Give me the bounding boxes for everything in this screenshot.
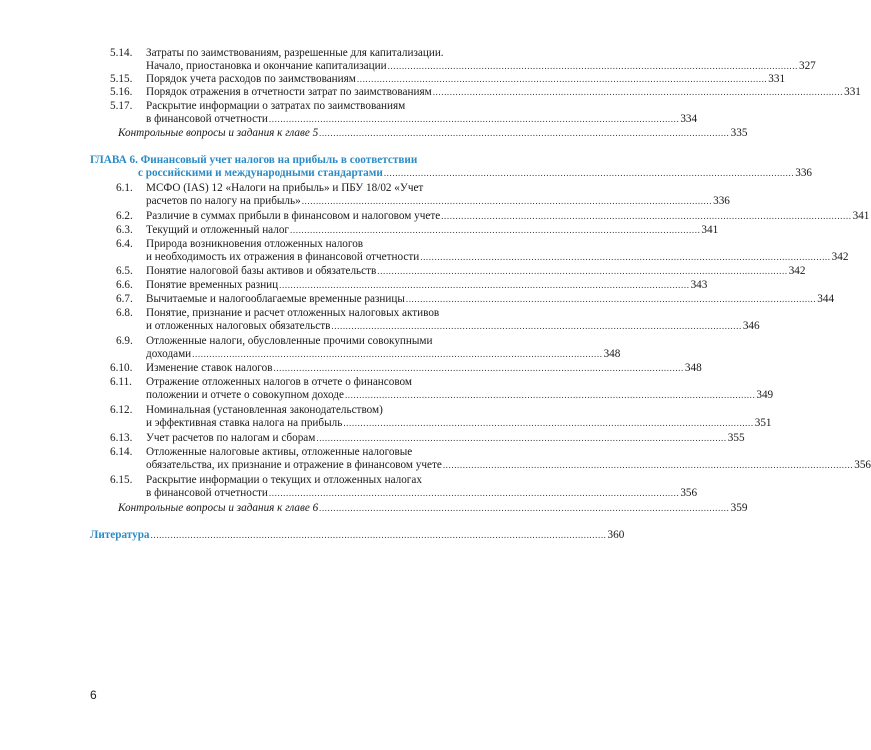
- toc-chapter-title-line: с российскими и международными стандартами: [138, 167, 383, 179]
- toc-page-number: 356: [854, 459, 871, 471]
- toc-page-number: 349: [756, 389, 774, 401]
- toc-entry: [110, 362, 702, 375]
- leader-dots: ................................................................................................................................................: [356, 74, 768, 84]
- toc-page-number: 355: [727, 432, 745, 444]
- toc-leader-line: [146, 224, 719, 237]
- leader-dots: ................................................................................................................................................: [405, 294, 817, 304]
- toc-leader-line: [146, 293, 835, 306]
- toc-entry-number: 5.14.: [110, 47, 133, 59]
- toc-entry-title-line: Контрольные вопросы и задания к главе 5: [118, 127, 319, 139]
- toc-leader-line: [146, 113, 698, 126]
- toc-page-number: 336: [713, 195, 730, 207]
- toc-page-number: 341: [852, 210, 870, 222]
- toc-entry: [110, 86, 861, 99]
- leader-dots: ................................................................................................................................................: [441, 211, 852, 221]
- toc-page-number: 335: [730, 127, 748, 139]
- leader-dots: ................................................................................................................................................: [377, 266, 788, 276]
- toc-leader-line: [146, 86, 861, 99]
- leader-dots: ................................................................................................................................................: [319, 503, 730, 513]
- toc-leader-line: [146, 73, 786, 86]
- page-number: 6: [90, 688, 97, 702]
- leader-dots: ................................................................................................................................................: [383, 168, 795, 178]
- toc-entry: [110, 47, 816, 73]
- toc-page-number: 348: [684, 362, 702, 374]
- toc-entry: [110, 182, 730, 208]
- toc-leader-line: [146, 459, 871, 472]
- leader-dots: ................................................................................................................................................: [316, 433, 727, 443]
- toc-leader-line: [146, 265, 806, 278]
- toc-entry-number: 6.1.: [116, 182, 133, 194]
- toc-page-number: 327: [798, 60, 816, 72]
- toc-entry-title-line: Понятие налоговой базы активов и обязательств: [146, 265, 377, 277]
- toc-entry-title-line: Отражение отложенных налогов в отчете о финансовом: [146, 376, 412, 388]
- toc-entry-number: 6.8.: [116, 307, 133, 319]
- toc-entry-number: 6.12.: [110, 404, 133, 416]
- toc-entry-title-line: Затраты по заимствованиям, разрешенные для капитализации.: [146, 47, 444, 59]
- toc-entry-number: 6.11.: [110, 376, 132, 388]
- toc-page-number: 344: [817, 293, 835, 305]
- toc-leader-line: [146, 195, 730, 208]
- toc-leader-line: [146, 348, 621, 361]
- toc-entry: [110, 307, 760, 333]
- toc-entry: [110, 265, 806, 278]
- toc-entry-review-questions: [118, 127, 748, 140]
- toc-page-number: 356: [680, 487, 698, 499]
- toc-page-number: 351: [754, 417, 772, 429]
- toc-entry-title-line: Понятие временных разниц: [146, 279, 279, 291]
- toc-leader-line: [146, 251, 849, 264]
- toc-entry-number: 6.15.: [110, 474, 133, 486]
- toc-entry-number: 6.4.: [116, 238, 133, 250]
- toc-entry: [110, 210, 870, 223]
- toc-entry-number: 5.16.: [110, 86, 133, 98]
- toc-page-number: 336: [795, 167, 812, 179]
- toc-leader-line: [146, 320, 760, 333]
- toc-page-number: 334: [680, 113, 698, 125]
- toc-entry: [110, 73, 786, 86]
- toc-entry-title-line: МСФО (IAS) 12 «Налоги на прибыль» и ПБУ 18/02 «Учет: [146, 182, 424, 194]
- toc-leader-line: [146, 60, 816, 73]
- toc-entry-title-line: Различие в суммах прибыли в финансовом и налоговом учете: [146, 210, 441, 222]
- leader-dots: ................................................................................................................................................: [290, 225, 701, 235]
- toc-entry: [110, 376, 774, 402]
- toc-entry-title-line: и необходимость их отражения в финансовой отчетности: [146, 251, 420, 263]
- toc-entry-number: 6.14.: [110, 446, 133, 458]
- leader-dots: ................................................................................................................................................: [331, 321, 742, 331]
- toc-entry: [110, 279, 708, 292]
- leader-dots: ................................................................................................................................................: [273, 363, 684, 373]
- toc-entry-title-line: положении и отчете о совокупном доходе: [146, 389, 344, 401]
- toc-page-number: 341: [701, 224, 719, 236]
- toc-entry-number: 5.15.: [110, 73, 133, 85]
- toc-entry-title-line: и эффективная ставка налога на прибыль: [146, 417, 343, 429]
- toc-entry-title-line: доходами: [146, 348, 192, 360]
- toc-leader-line: [146, 432, 745, 445]
- toc-entry-title-line: Изменение ставок налогов: [146, 362, 273, 374]
- toc-entry-number: 6.2.: [116, 210, 133, 222]
- toc-page-number: 346: [742, 320, 760, 332]
- leader-dots: ................................................................................................................................................: [301, 196, 713, 206]
- toc-chapter-title-line: ГЛАВА 6. Финансовый учет налогов на прибыль в соответствии: [90, 154, 418, 166]
- leader-dots: ................................................................................................................................................: [420, 252, 831, 262]
- toc-entry-title-line: Контрольные вопросы и задания к главе 6: [118, 502, 319, 514]
- leader-dots: ................................................................................................................................................................: [150, 530, 607, 540]
- toc-bibliography-title: Литература: [90, 529, 150, 541]
- toc-page-number: 331: [768, 73, 786, 85]
- toc-entry-number: 6.7.: [116, 293, 133, 305]
- leader-dots: ................................................................................................................................................: [432, 87, 844, 97]
- toc-entry-title-line: Порядок отражения в отчетности затрат по заимствованиям: [146, 86, 432, 98]
- toc-entry-title-line: Раскрытие информации о текущих и отложенных налогах: [146, 474, 422, 486]
- toc-entry-bibliography: [90, 529, 625, 542]
- toc-chapter-heading: [90, 154, 812, 180]
- toc-entry-title-line: Понятие, признание и расчет отложенных налоговых активов: [146, 307, 440, 319]
- leader-dots: ................................................................................................................................................: [442, 460, 854, 470]
- toc-entry: [110, 224, 719, 237]
- toc-entry: [110, 474, 698, 500]
- toc-entry-title-line: расчетов по налогу на прибыль»: [146, 195, 301, 207]
- toc-page-number: 343: [690, 279, 708, 291]
- toc-page-number: 342: [788, 265, 806, 277]
- toc-entry-title-line: Отложенные налоги, обусловленные прочими совокупными: [146, 335, 433, 347]
- leader-dots: ................................................................................................................................................: [319, 128, 730, 138]
- toc-entry: [110, 404, 772, 430]
- toc-entry-title-line: и отложенных налоговых обязательств: [146, 320, 331, 332]
- toc-entry: [110, 293, 835, 306]
- leader-dots: ................................................................................................................................................: [387, 61, 798, 71]
- toc-entry-number: 6.5.: [116, 265, 133, 277]
- toc-leader-line: [146, 279, 708, 292]
- toc-entry-number: 6.10.: [110, 362, 133, 374]
- toc-entry-title-line: Учет расчетов по налогам и сборам: [146, 432, 316, 444]
- leader-dots: ................................................................................................................................................: [192, 349, 603, 359]
- toc-page-number: 360: [607, 529, 625, 541]
- toc-page-number: 348: [603, 348, 621, 360]
- toc-page-number: 342: [831, 251, 849, 263]
- toc-entry-number: 6.9.: [116, 335, 133, 347]
- toc-entry-title-line: Отложенные налоговые активы, отложенные налоговые: [146, 446, 413, 458]
- leader-dots: ................................................................................................................................................: [343, 418, 754, 428]
- toc-entry-title-line: Вычитаемые и налогооблагаемые временные разницы: [146, 293, 405, 305]
- toc-entry-title-line: Раскрытие информации о затратах по заимствованиям: [146, 100, 406, 112]
- toc-entry-title-line: Природа возникновения отложенных налогов: [146, 238, 364, 250]
- leader-dots: ................................................................................................................................................: [268, 488, 680, 498]
- leader-dots: ................................................................................................................................................: [279, 280, 690, 290]
- toc-entry: [110, 446, 871, 472]
- toc-leader-line: [146, 389, 774, 402]
- toc-page-number: 331: [844, 86, 861, 98]
- leader-dots: ................................................................................................................................................: [344, 390, 756, 400]
- toc-entry: [110, 335, 621, 361]
- toc-entry-title-line: Начало, приостановка и окончание капитализации: [146, 60, 387, 72]
- toc-entry-title-line: Порядок учета расходов по заимствованиям: [146, 73, 356, 85]
- toc-leader-line: [146, 417, 772, 430]
- toc-entry-number: 6.3.: [116, 224, 133, 236]
- leader-dots: ................................................................................................................................................: [268, 114, 680, 124]
- toc-leader-line: [118, 502, 748, 515]
- toc-entry-title-line: Номинальная (установленная законодательством): [146, 404, 383, 416]
- toc-entry-number: 5.17.: [110, 100, 133, 112]
- toc-entry-title-line: Текущий и отложенный налог: [146, 224, 290, 236]
- toc-leader-line: [90, 529, 625, 542]
- toc-leader-line: [146, 362, 702, 375]
- toc-entry-number: 6.6.: [116, 279, 133, 291]
- toc-leader-line: [138, 167, 812, 180]
- toc-entry: [110, 100, 698, 126]
- toc-entry-review-questions: [118, 502, 748, 515]
- toc-leader-line: [118, 127, 748, 140]
- toc-entry-title-line: в финансовой отчетности: [146, 113, 268, 125]
- toc-entry: [110, 432, 745, 445]
- toc-page-number: 359: [730, 502, 748, 514]
- toc-entry-title-line: в финансовой отчетности: [146, 487, 268, 499]
- toc-entry: [110, 238, 849, 264]
- toc-entry-number: 6.13.: [110, 432, 133, 444]
- toc-leader-line: [146, 210, 870, 223]
- toc-entry-title-line: обязательства, их признание и отражение в финансовом учете: [146, 459, 442, 471]
- toc-leader-line: [146, 487, 698, 500]
